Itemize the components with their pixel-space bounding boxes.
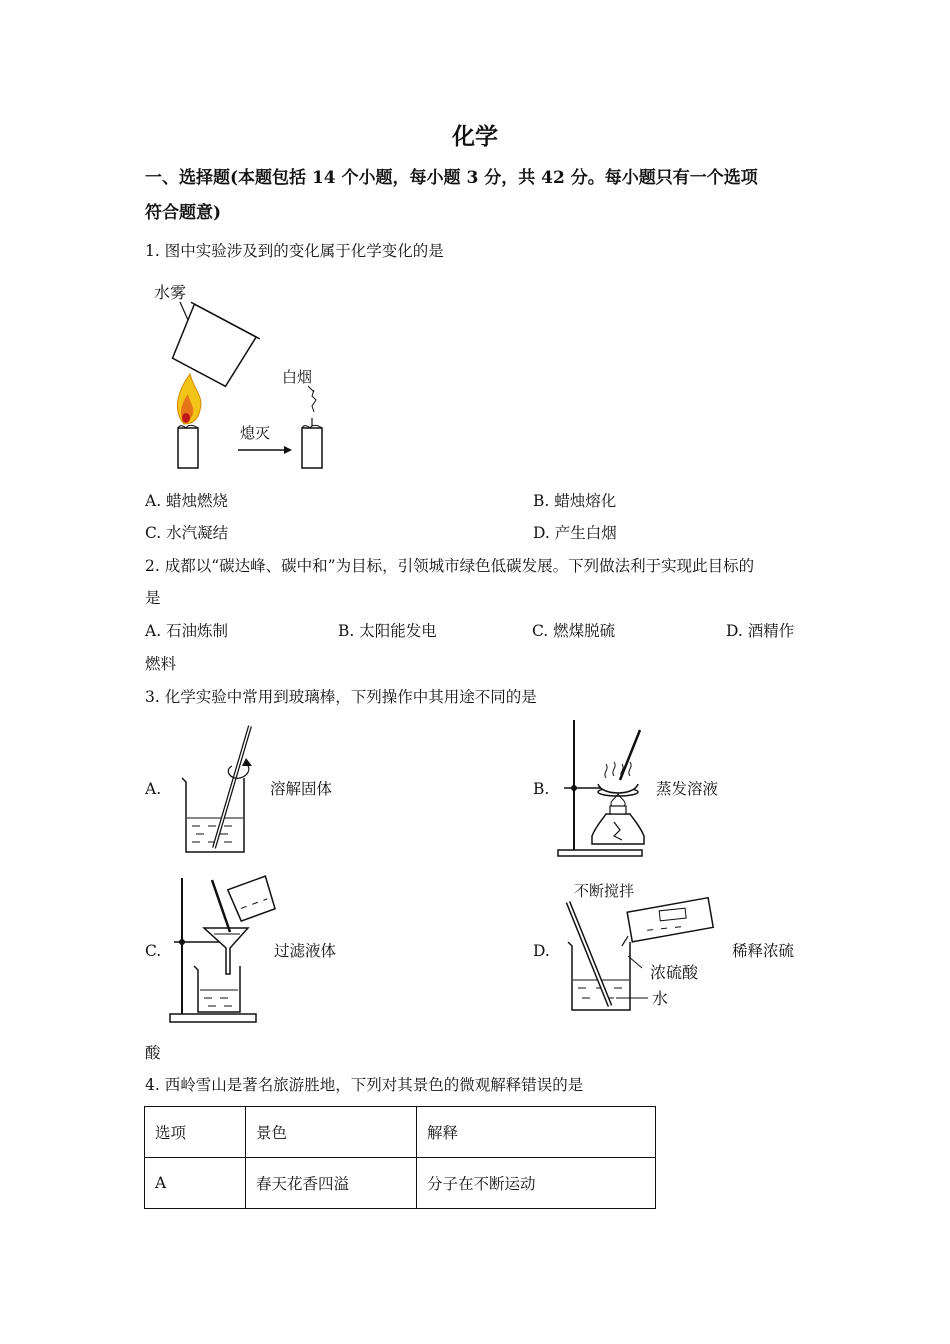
table-header-explanation: 解释	[417, 1107, 656, 1158]
q3-stem: 3. 化学实验中常用到玻璃棒，下列操作中其用途不同的是	[145, 688, 537, 706]
q1-label-white-smoke: 白烟	[282, 368, 313, 386]
table-cell-scenery: 春天花香四溢	[246, 1158, 417, 1209]
page-title: 化学	[452, 123, 498, 150]
table-cell-option: A	[145, 1158, 246, 1209]
q1-option-a: A. 蜡烛燃烧	[145, 492, 229, 510]
q1-candle-icon	[178, 425, 198, 468]
q1-candle-figure	[148, 278, 348, 474]
table-header-scenery: 景色	[246, 1107, 417, 1158]
table-row	[145, 1158, 656, 1209]
q2-option-a: A. 石油炼制	[145, 622, 229, 640]
q4-table	[144, 1106, 656, 1209]
q3-option-b-label: 蒸发溶液	[656, 780, 719, 798]
q4-stem: 4. 西岭雪山是著名旅游胜地，下列对其景色的微观解释错误的是	[145, 1076, 584, 1094]
table-header-row	[145, 1107, 656, 1158]
q1-arrow-icon	[284, 446, 292, 454]
q3-option-c-letter: C.	[145, 942, 162, 960]
q3-alcohol-lamp-icon	[592, 814, 644, 844]
q3-option-d-wrap: 酸	[145, 1044, 161, 1062]
q3-dissolve-figure	[180, 722, 260, 856]
q3-option-a-label: 溶解固体	[270, 780, 333, 798]
section-heading-line1: 一、选择题(本题包括 14 个小题，每小题 3 分，共 42 分。每小题只有一个选项	[145, 168, 758, 188]
q1-extinguished-candle-icon	[302, 418, 322, 468]
q3-option-c-label: 过滤液体	[274, 942, 337, 960]
q2-option-d: D. 酒精作	[726, 622, 795, 640]
q3-label-water: 水	[652, 989, 669, 1008]
q3-option-a-letter: A.	[145, 780, 162, 798]
q2-option-d-wrap: 燃料	[145, 655, 177, 673]
q1-stem: 1. 图中实验涉及到的变化属于化学变化的是	[145, 242, 444, 260]
q3-funnel-icon	[204, 928, 248, 974]
q3-glass-rod-icon-c	[212, 880, 230, 932]
q3-option-d-label: 稀释浓硫	[732, 942, 795, 960]
q2-option-c: C. 燃煤脱硫	[532, 622, 616, 640]
q3-label-acid: 浓硫酸	[650, 963, 699, 982]
q2-stem-line1: 2. 成都以“碳达峰、碳中和”为目标，引领城市绿色低碳发展。下列做法利于实现此目标的	[145, 557, 755, 575]
q3-option-d-letter: D.	[533, 942, 550, 960]
q1-option-b: B. 蜡烛熔化	[533, 492, 617, 510]
q1-option-d: D. 产生白烟	[533, 524, 617, 542]
table-cell-explanation: 分子在不断运动	[417, 1158, 656, 1209]
q3-filter-figure	[168, 874, 278, 1026]
q1-flame-icon	[177, 374, 200, 424]
table-header-option: 选项	[145, 1107, 246, 1158]
q2-option-b: B. 太阳能发电	[338, 622, 437, 640]
q1-label-water-mist: 水雾	[154, 283, 187, 302]
q1-beaker-icon	[164, 302, 260, 390]
q3-label-stir: 不断搅拌	[574, 882, 635, 900]
section-heading-line2: 符合题意)	[145, 203, 222, 223]
q3-acid-bottle-icon	[627, 897, 714, 942]
q3-evaporate-figure	[556, 718, 646, 858]
q3-dilute-figure	[556, 876, 716, 1016]
q1-label-extinguish: 熄灭	[240, 424, 271, 442]
q1-option-c: C. 水汽凝结	[145, 524, 229, 542]
q1-smoke-icon	[312, 390, 316, 412]
q3-option-b-letter: B.	[533, 780, 550, 798]
q2-stem-line2: 是	[145, 589, 161, 607]
